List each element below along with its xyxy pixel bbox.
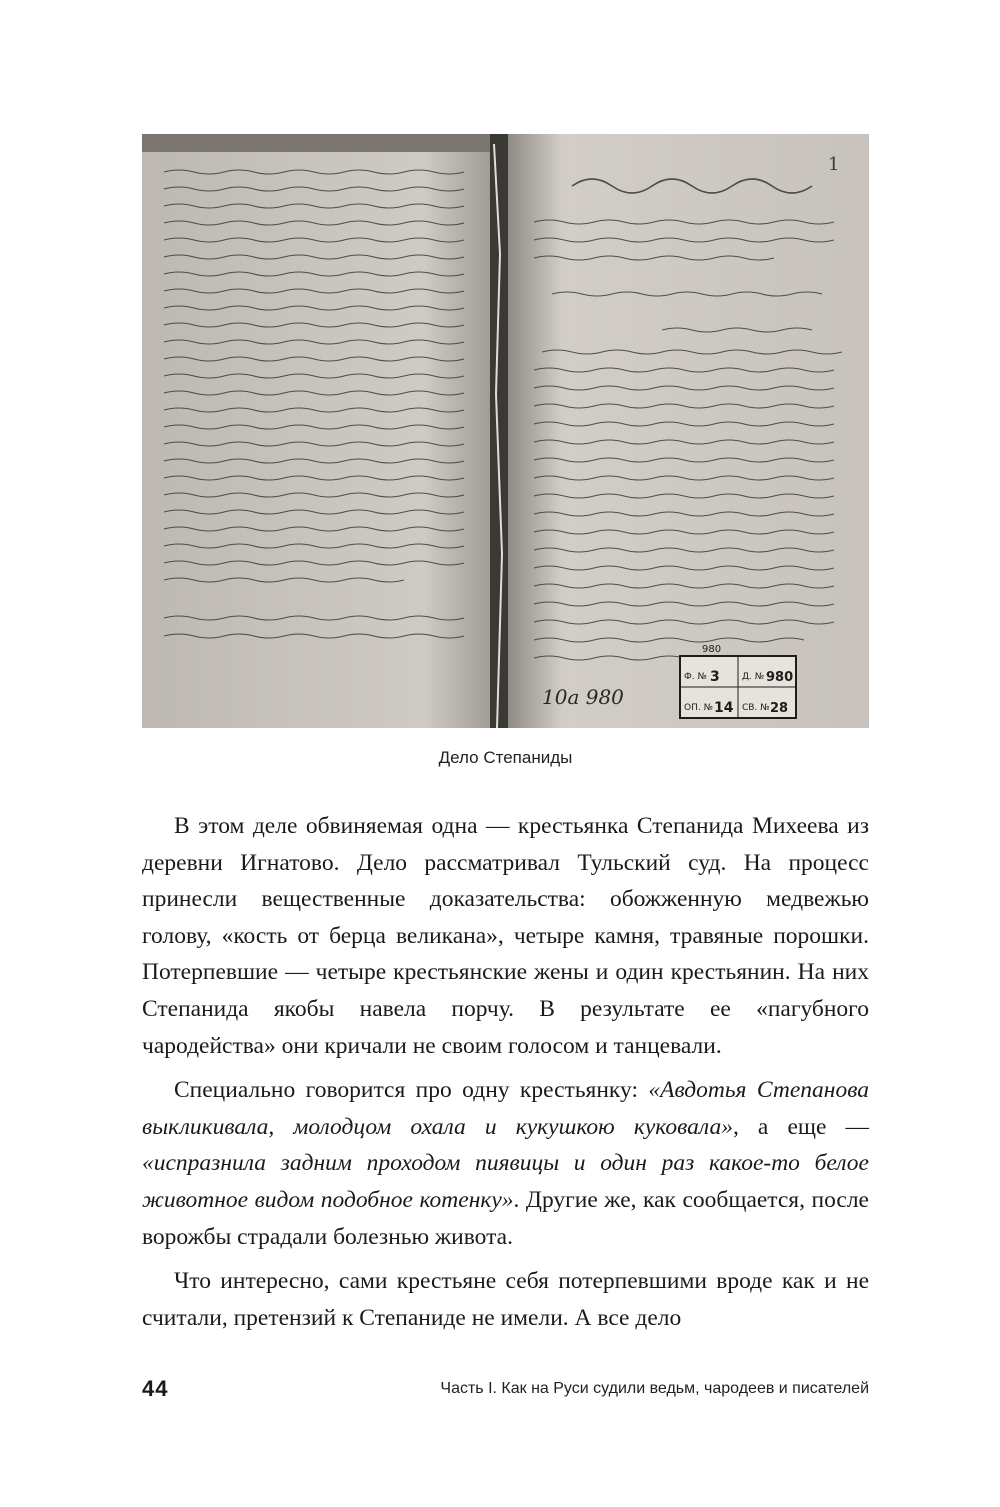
paragraph-2 <box>142 1072 869 1255</box>
stamp-sv-label: СВ. № <box>742 703 770 713</box>
paragraph-3: Что интересно, сами крестьяне себя потерпевшими вроде как и не считали, претензий к Степаниде не имели. А все дело <box>142 1268 869 1331</box>
stamp-op-value: 14 <box>714 700 734 716</box>
stamp-f-value: 3 <box>710 669 720 685</box>
manuscript-photo-icon <box>142 134 869 728</box>
paragraph-2-quote-1: «Авдотья Степанова выкликивала, молодцом охала и кукушкою куковала» <box>142 1077 869 1140</box>
stamp-d-label: Д. № <box>742 672 765 682</box>
manuscript-photo <box>142 134 869 728</box>
stamp-top-number: 980 <box>702 644 722 655</box>
folio-mark: 10а 980 <box>542 685 624 709</box>
paragraph-2-mid: , а еще — <box>732 1113 870 1140</box>
stamp-d-value: 980 <box>766 670 794 685</box>
paragraph-1: В этом деле обвиняемая одна — крестьянка Степанида Михеева из деревни Игнатово. Дело рассматривал Тульский суд. На процесс принесли вещественные доказательства: обожженную медвежью голову, «кость от берца великана», четыре камня, травяные порошки. Потерпевшие — четыре крестьянские жены и один крестьянин. На них Степанида якобы навела порчу. В результате ее «пагубного чародейства» они кричали не своим голосом и танцевали. <box>142 813 869 1059</box>
body-text <box>142 808 869 1344</box>
folio-page-mark: 1 <box>828 154 840 175</box>
archive-stamp <box>680 644 796 718</box>
paragraph-2-start: Специально говорится про одну крестьянку: <box>174 1077 649 1104</box>
paragraph-2-quote-2: «испразнила задним проходом пиявицы и один раз какое-то белое животное видом подобное котенку» <box>142 1150 869 1213</box>
page-number: 44 <box>142 1376 169 1401</box>
left-page <box>142 152 494 728</box>
page-footer <box>142 1376 869 1406</box>
stamp-sv-value: 28 <box>770 701 789 716</box>
stamp-f-label: Ф. № <box>684 672 707 682</box>
running-head: Часть I. Как на Руси судили ведьм, чародеев и писателей <box>440 1380 869 1397</box>
figure-caption: Дело Степаниды <box>438 748 573 767</box>
paragraph-2-end: . Другие же, как сообщается, после ворожбы страдали болезнью живота. <box>142 1186 869 1250</box>
stamp-op-label: ОП. № <box>684 703 713 713</box>
